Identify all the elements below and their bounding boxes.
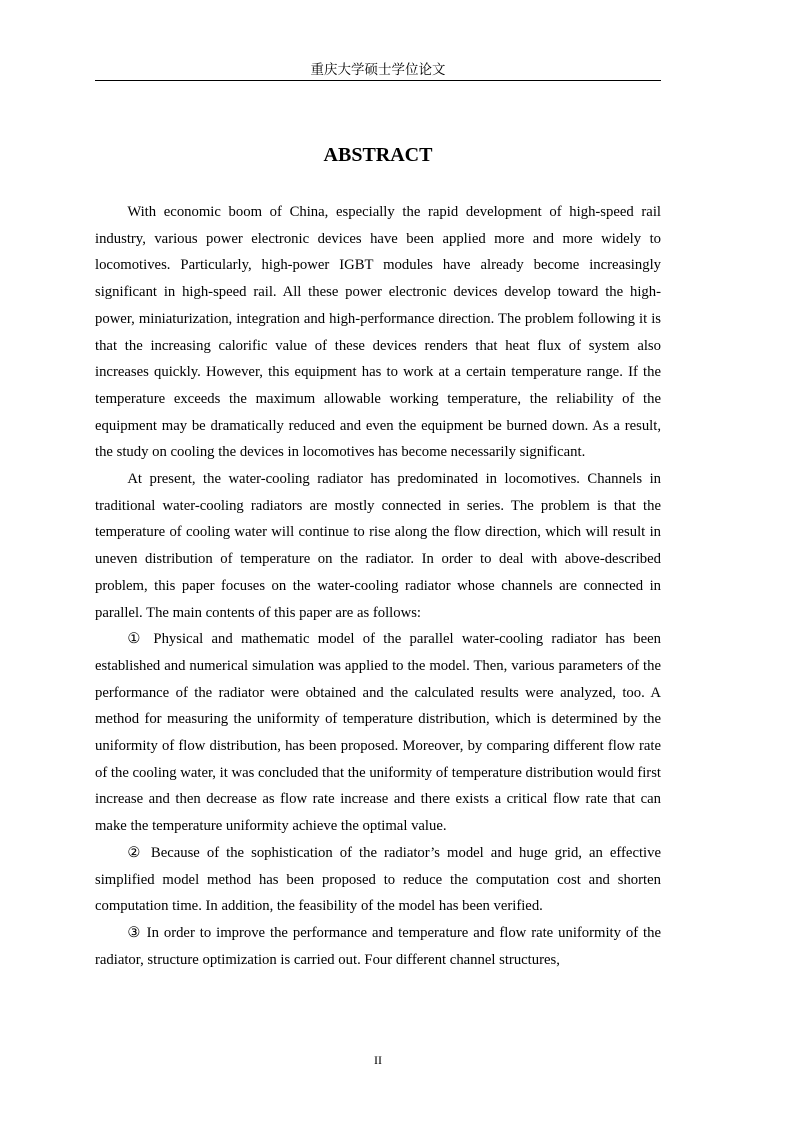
abstract-body bbox=[95, 199, 661, 973]
paragraph-content-item-1: ① Physical and mathematic model of the parallel water-cooling radiator has been established and numerical simulation was applied to the model. Then, various parameters of the performance of the radiator were obtained and the calculated results were analyzed, too. A method for measuring the uniformity of temperature distribution, which is determined by the uniformity of flow distribution, has been proposed. Moreover, by comparing different flow rate of the cooling water, it was concluded that the uniformity of temperature distribution would first increase and then decrease as flow rate increase and there exists a critical flow rate that can make the temperature uniformity achieve the optimal value. bbox=[95, 631, 661, 835]
running-header: 重庆大学硕士学位论文 bbox=[310, 62, 446, 78]
paragraph-background: With economic boom of China, especially the rapid development of high-speed rail industry, various power electronic devices have been applied more and more widely to locomotives. Particularly, high-power IGBT modules have already become increasingly significant in high-speed rail. All these power electronic devices develop toward the high-power, miniaturization, integration and high-performance direction. The problem following it is that the increasing calorific value of these devices renders that heat flux of system also increases quickly. However, this equipment has to work at a certain temperature range. If the temperature exceeds the maximum allowable working temperature, the reliability of the equipment may be dramatically reduced and even the equipment be burned down. As a result, the study on cooling the devices in locomotives has become necessarily significant. bbox=[95, 204, 661, 461]
paragraph-problem-statement: At present, the water-cooling radiator has predominated in locomotives. Channels in traditional water-cooling radiators are mostly connected in series. The problem is that the temperature of cooling water will continue to rise along the flow direction, which will result in uneven distribution of temperature on the radiator. In order to deal with above-described problem, this paper focuses on the water-cooling radiator whose channels are connected in parallel. The main contents of this paper are as follows: bbox=[95, 471, 661, 621]
header-rule bbox=[95, 80, 661, 81]
paragraph-content-item-3: ③ In order to improve the performance and temperature and flow rate uniformity of the radiator, structure optimization is carried out. Four different channel structures, bbox=[95, 924, 661, 968]
page-number: II bbox=[374, 1053, 382, 1067]
paragraph-content-item-2: ② Because of the sophistication of the radiator’s model and huge grid, an effective simplified model method has been proposed to reduce the computation cost and shorten computation time. In addition, the feasibility of the model has been verified. bbox=[95, 844, 661, 915]
abstract-title: ABSTRACT bbox=[323, 144, 433, 166]
